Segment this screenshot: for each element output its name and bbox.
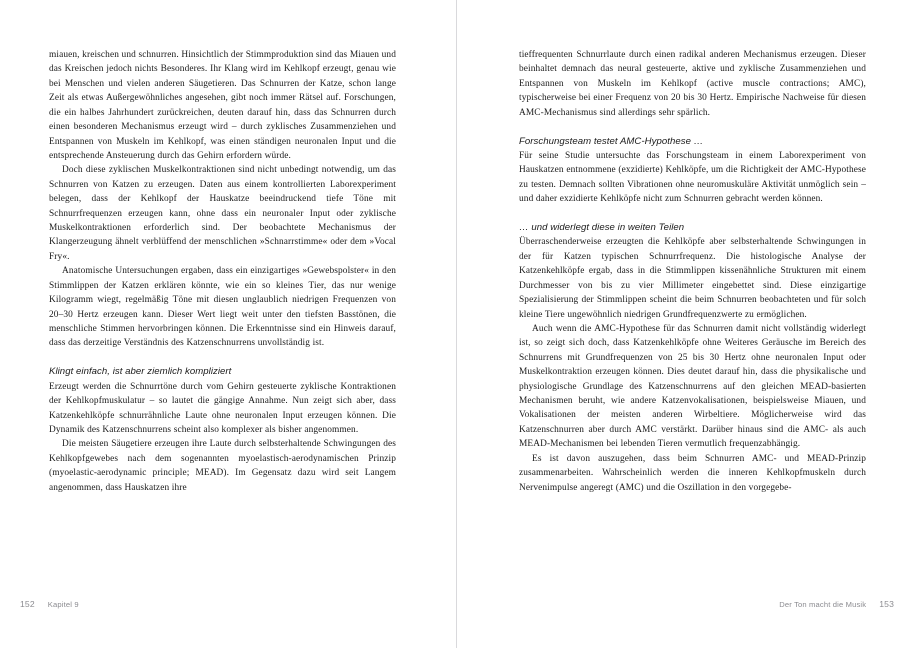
page-number-left: 152	[20, 599, 35, 609]
section-subheading: … und widerlegt diese in weiten Teilen	[519, 222, 685, 233]
running-head-left: Kapitel 9	[47, 600, 79, 609]
body-paragraph: Es ist davon auszugehen, dass beim Schnurren AMC- und MEAD-Prinzip zusammenarbeiten. Wahrscheinlich werden die inneren Kehlkopfmuskeln durch Nervenimpulse angeregt (AMC) und die Oszillation in den vorgegebe-	[519, 453, 866, 493]
page-right	[457, 0, 914, 648]
paragraph-spacer	[519, 207, 866, 221]
body-paragraph: miauen, kreischen und schnurren. Hinsichtlich der Stimmproduktion sind das Miauen und das Kreischen jedoch nichts Besonderes. Ihr Klang wird im Kehlkopf erzeugt, genau wie bei Menschen und vielen anderen Säugetieren. Das Schnurren der Katze, schon lange Zeit als etwas Außergewöhnliches angesehen, gibt noch immer Rätsel auf. Forschungen, die ein halbes Jahrhundert zurückreichen, deuten darauf hin, dass das Schnurren durch einen besonderen Mechanismus erzeugt wird – durch zyklisches Zusammenziehen und Entspannen von Muskeln im Kehlkopf, was einen ständigen neuronalen Input und die entsprechende Ansteuerung durch das Gehirn erfordern würde.	[49, 50, 396, 161]
body-paragraph: tieffrequenten Schnurrlaute durch einen radikal anderen Mechanismus erzeugen. Dieser beinhaltet demnach das neural gesteuerte, aktive und zyklische Zusammenziehen und Entspannen von Muskeln im Kehlkopf (active muscle contractions; AMC), typischerweise bei einer Frequenz von 20 bis 30 Hertz. Empirische Nachweise für diesen AMC-Mechanismus sind allerdings sehr spärlich.	[519, 50, 866, 118]
body-paragraph: Anatomische Untersuchungen ergaben, dass ein einzigartiges »Gewebspolster« in den Stimmlippen der Katzen erklären könnte, wie ein so kleines Tier, das nur wenige Kilogramm wiegt, regelmäßig Töne mit diesen unglaublich niedrigen Frequenzen von 20–30 Hertz erzeugen kann. Dieser Wert liegt weit unter den tiefsten Basstönen, die menschliche Stimmen hervorbringen können. Die Erkenntnisse sind ein Hinweis darauf, dass das derzeitige Verständnis des Katzenschnurrens unvollständig ist.	[49, 266, 396, 349]
footer-right	[779, 599, 894, 610]
body-paragraph: Die meisten Säugetiere erzeugen ihre Laute durch selbsterhaltende Schwingungen des Kehlkopfgewebes nach dem sogenannten myoelastisch-aerodynamischen Prinzip (myoelastic-aerodynamic principle; MEAD). Im Gegensatz dazu wird seit Langem angenommen, dass Hauskatzen ihre	[49, 439, 396, 493]
body-paragraph: Für seine Studie untersuchte das Forschungsteam in einem Laborexperiment von Hauskatzen entnommene (exzidierte) Kehlköpfe, um die Richtigkeit der AMC-Hypothese zu testen. Demnach sollten Vibrationen ohne neuromuskuläre Aktivität unmöglich sein – und daher exzidierte Kehlköpfe nicht zum Schnurren gebracht werden können.	[519, 150, 866, 205]
page-gutter-divider	[456, 0, 457, 648]
footer-left	[20, 599, 79, 610]
section-subheading: Forschungsteam testet AMC-Hypothese …	[519, 135, 704, 147]
section-subheading: Klingt einfach, ist aber ziemlich kompliziert	[49, 366, 232, 378]
paragraph-spacer	[519, 120, 866, 134]
body-paragraph: Auch wenn die AMC-Hypothese für das Schnurren damit nicht vollständig widerlegt ist, so zeigt sich doch, dass Katzenkehlköpfe ohne Weiteres Geräusche im Bereich des Schnurrens mit Grundfrequenzen von 25 bis 30 Hertz ohne neuronalen Input oder Muskelkontraktion erzeugen können. Dies deutet darauf hin, dass die physikalische und physiologische Grundlage des Katzenschnurrens auf den gleichen MEAD-basierten Mechanismen beruht, wie andere Katzenvokalisationen, beispielsweise Miauen, und Vokalisationen der meisten anderen Wirbeltiere. Möglicherweise wird das Katzenschnurren aber durch AMC verstärkt. Darüber hinaus sind die AMC- als auch MEAD-Mechanismen bei lebenden Tieren vermutlich frequenzabhängig.	[519, 323, 866, 450]
body-paragraph: Überraschenderweise erzeugten die Kehlköpfe aber selbsterhaltende Schwingungen in der für Katzen typischen Schnurrfrequenz. Die histologische Analyse der Katzenkehlköpfe ergab, dass in die Stimmlippen kissenähnliche Strukturen mit einem Durchmesser von bis zu vier Millimeter eingebettet sind. Diese einzigartige Spezialisierung der Stimmlippen scheint die beim Schnurren beobachteten und für solch kleine Tiere ungewöhnlich niedrigen Grundfrequenzwerte zu ermöglichen.	[519, 237, 866, 320]
body-paragraph: Erzeugt werden die Schnurrtöne durch vom Gehirn gesteuerte zyklische Kontraktionen der Kehlkopfmuskulatur – so lautet die gängige Annahme. Nun zeigt sich aber, dass Katzenkehlköpfe schnurrähnliche Laute ohne neuronalen Input erzeugen können. Die Dynamik des Katzenschnurrens scheint also komplexer als bisher angenommen.	[49, 381, 396, 435]
page-number-right: 153	[879, 599, 894, 609]
body-paragraph: Doch diese zyklischen Muskelkontraktionen sind nicht unbedingt notwendig, um das Schnurren von Katzen zu erzeugen. Daten aus einem kontrollierten Laborexperiment belegen, dass der Kehlkopf der Hauskatze beeindruckend tiefe Töne mit Schnurrfrequenzen erzeugen kann, ohne dass ein neuronaler Input oder zyklische Muskelkontraktionen erforderlich sind. Der beobachtete Mechanismus der Klangerzeugung ähnelt verblüffend der menschlichen »Schnarrstimme« oder dem »Vocal Fry«.	[49, 165, 396, 262]
right-page-textblock	[519, 48, 866, 495]
paragraph-spacer	[49, 351, 396, 365]
left-page-textblock	[49, 48, 396, 495]
running-head-right: Der Ton macht die Musik	[779, 600, 867, 609]
